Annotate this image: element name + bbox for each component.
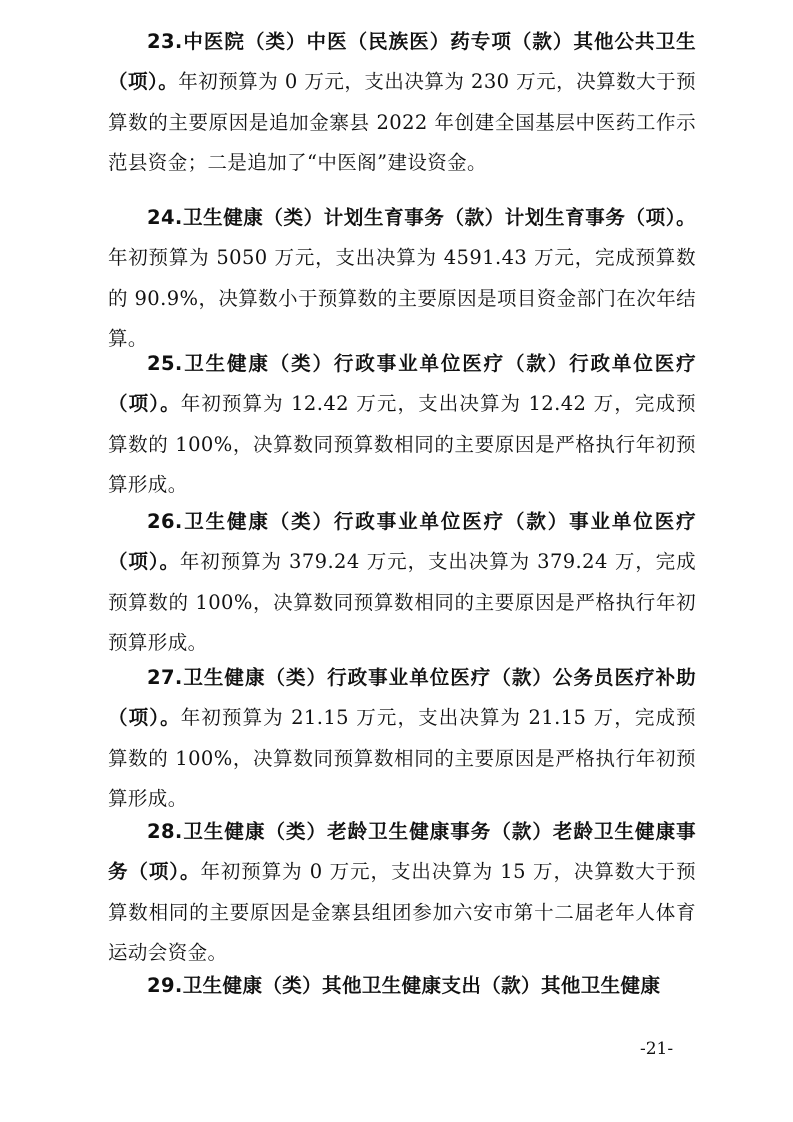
paragraph-body: 年初预算为 0 万元，支出决算为 15 万，决算数大于预算数相同的主要原因是金寨县组团参加六安市第十二届老年人体育运动会资金。 <box>108 860 696 965</box>
paragraph-body: 年初预算为 5050 万元，支出决算为 4591.43 万元，完成预算数的 90.9%，决算数小于预算数的主要原因是项目资金部门在次年结算。 <box>108 246 696 351</box>
paragraph-body: 年初预算为 21.15 万元，支出决算为 21.15 万，完成预算数的 100%，决算数同预算数相同的主要原因是严格执行年初预算形成。 <box>108 706 696 811</box>
paragraph-heading: 25.卫生健康（类）行政事业单位医疗（款）行政单位医疗（项）。 <box>108 352 696 416</box>
paragraph-25 <box>108 344 696 506</box>
paragraph-heading: 23.中医院（类）中医（民族医）药专项（款）其他公共卫生（项）。 <box>108 30 696 94</box>
paragraph-28 <box>108 812 696 974</box>
paragraph-heading: 28.卫生健康（类）老龄卫生健康事务（款）老龄卫生健康事务（项）。 <box>108 820 696 884</box>
paragraph-26 <box>108 502 696 664</box>
paragraph-27 <box>108 658 696 820</box>
paragraph-29 <box>108 966 696 1006</box>
paragraph-heading: 24.卫生健康（类）计划生育事务（款）计划生育事务（项）。 <box>147 206 696 229</box>
paragraph-heading: 26.卫生健康（类）行政事业单位医疗（款）事业单位医疗（项）。 <box>108 510 696 574</box>
paragraph-heading: 27.卫生健康（类）行政事业单位医疗（款）公务员医疗补助（项）。 <box>108 666 696 730</box>
paragraph-body: 年初预算为 12.42 万元，支出决算为 12.42 万，完成预算数的 100%，决算数同预算数相同的主要原因是严格执行年初预算形成。 <box>108 392 696 497</box>
paragraph-body: 年初预算为 379.24 万元，支出决算为 379.24 万，完成预算数的 100%，决算数同预算数相同的主要原因是严格执行年初预算形成。 <box>108 550 696 655</box>
page-number: -21- <box>640 1039 674 1059</box>
paragraph-body: 年初预算为 0 万元，支出决算为 230 万元，决算数大于预算数的主要原因是追加金寨县 2022 年创建全国基层中医药工作示范县资金；二是追加了“中医阁”建设资金。 <box>108 70 696 175</box>
paragraph-24 <box>108 198 696 360</box>
paragraph-23 <box>108 22 696 184</box>
paragraph-heading: 29.卫生健康（类）其他卫生健康支出（款）其他卫生健康 <box>147 974 661 997</box>
